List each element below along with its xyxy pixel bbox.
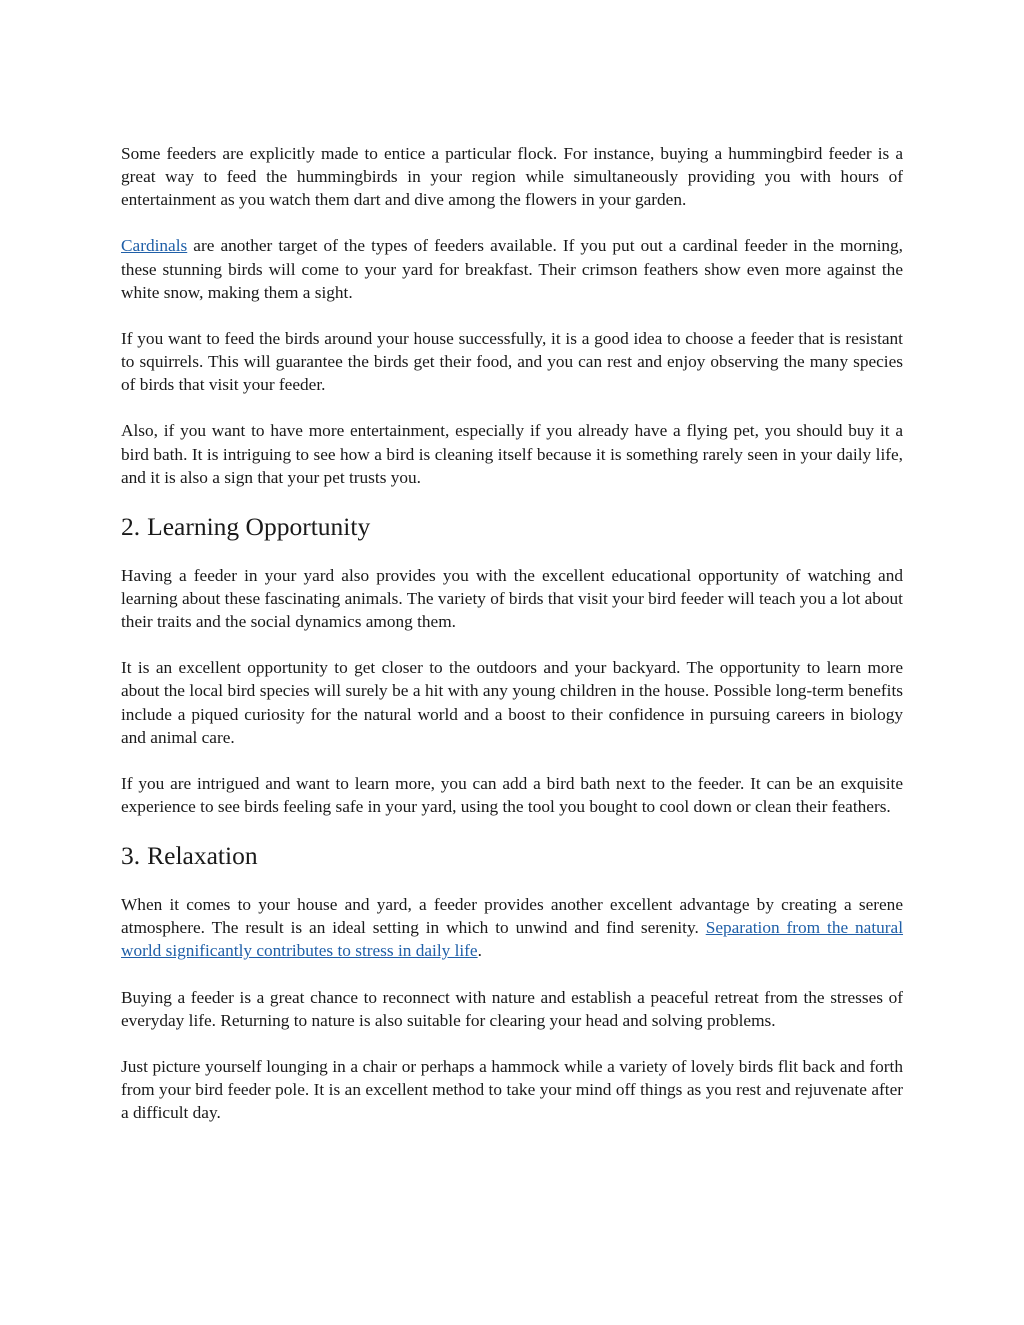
paragraph-hummingbird-feeders: Some feeders are explicitly made to entice a particular flock. For instance, buying a hummingbird feeder is a great way to feed the hummingbirds in your region while simultaneously providing you with hours of entertainment as you watch them dart and dive among the flowers in your garden. bbox=[121, 144, 903, 210]
document-page bbox=[121, 142, 903, 1148]
paragraph-bird-bath: Also, if you want to have more entertainment, especially if you already have a flying pet, you should buy it a bird bath. It is intriguing to see how a bird is cleaning itself because it is something rarely seen in your daily life, and it is also a sign that your pet trusts you. bbox=[121, 421, 903, 487]
cardinals-text: are another target of the types of feeders available. If you put out a cardinal feeder in the morning, these stunning birds will come to your yard for breakfast. Their crimson feathers show even more against the white snow, making them a sight. bbox=[121, 236, 903, 302]
cardinals-link[interactable]: Cardinals bbox=[121, 236, 188, 256]
paragraph-cardinals bbox=[121, 234, 903, 303]
heading-number: 3. bbox=[121, 841, 141, 871]
serene-text: When it comes to your house and yard, a feeder provides another excellent advantage by creating a serene atmosphere. The result is an ideal setting in which to unwind and find serenity. bbox=[121, 895, 903, 938]
serene-end: . bbox=[477, 941, 482, 961]
heading-title: Relaxation bbox=[147, 841, 258, 871]
paragraph-educational-opportunity: Having a feeder in your yard also provides you with the excellent educational opportunity of watching and learning about these fascinating animals. The variety of birds that visit your bird feeder will teach you a lot about their traits and the social dynamics among them. bbox=[121, 565, 903, 632]
heading-relaxation bbox=[121, 841, 903, 871]
stress-link[interactable]: Separation from the natural world significantly contributes to stress in daily life bbox=[121, 918, 904, 961]
paragraph-reconnect: Buying a feeder is a great chance to reconnect with nature and establish a peaceful retreat from the stresses of everyday life. Returning to nature is also suitable for clearing your head and solving problems. bbox=[121, 987, 903, 1030]
paragraph-learn-more: If you are intrigued and want to learn more, you can add a bird bath next to the feeder. It can be an exquisite experience to see birds feeling safe in your yard, using the tool you bought to cool down or clean their feathers. bbox=[121, 773, 903, 816]
heading-learning-opportunity bbox=[121, 512, 903, 542]
heading-number: 2. bbox=[121, 511, 141, 541]
paragraph-serene-atmosphere bbox=[121, 893, 903, 962]
paragraph-hammock: Just picture yourself lounging in a chair or perhaps a hammock while a variety of lovely birds flit back and forth from your bird feeder pole. It is an excellent method to take your mind off things as you rest and rejuvenate after a difficult day. bbox=[121, 1057, 903, 1123]
paragraph-outdoors: It is an excellent opportunity to get closer to the outdoors and your backyard. The opportunity to learn more about the local bird species will surely be a hit with any young children in the house. Possible long-term benefits include a piqued curiosity for the natural world and a boost to their confidence in pursuing careers in biology and animal care. bbox=[121, 658, 903, 747]
heading-title: Learning Opportunity bbox=[147, 511, 371, 541]
paragraph-squirrel-resistant: If you want to feed the birds around your house successfully, it is a good idea to choose a feeder that is resistant to squirrels. This will guarantee the birds get their food, and you can rest and enjoy observing the many species of birds that visit your feeder. bbox=[121, 328, 903, 395]
